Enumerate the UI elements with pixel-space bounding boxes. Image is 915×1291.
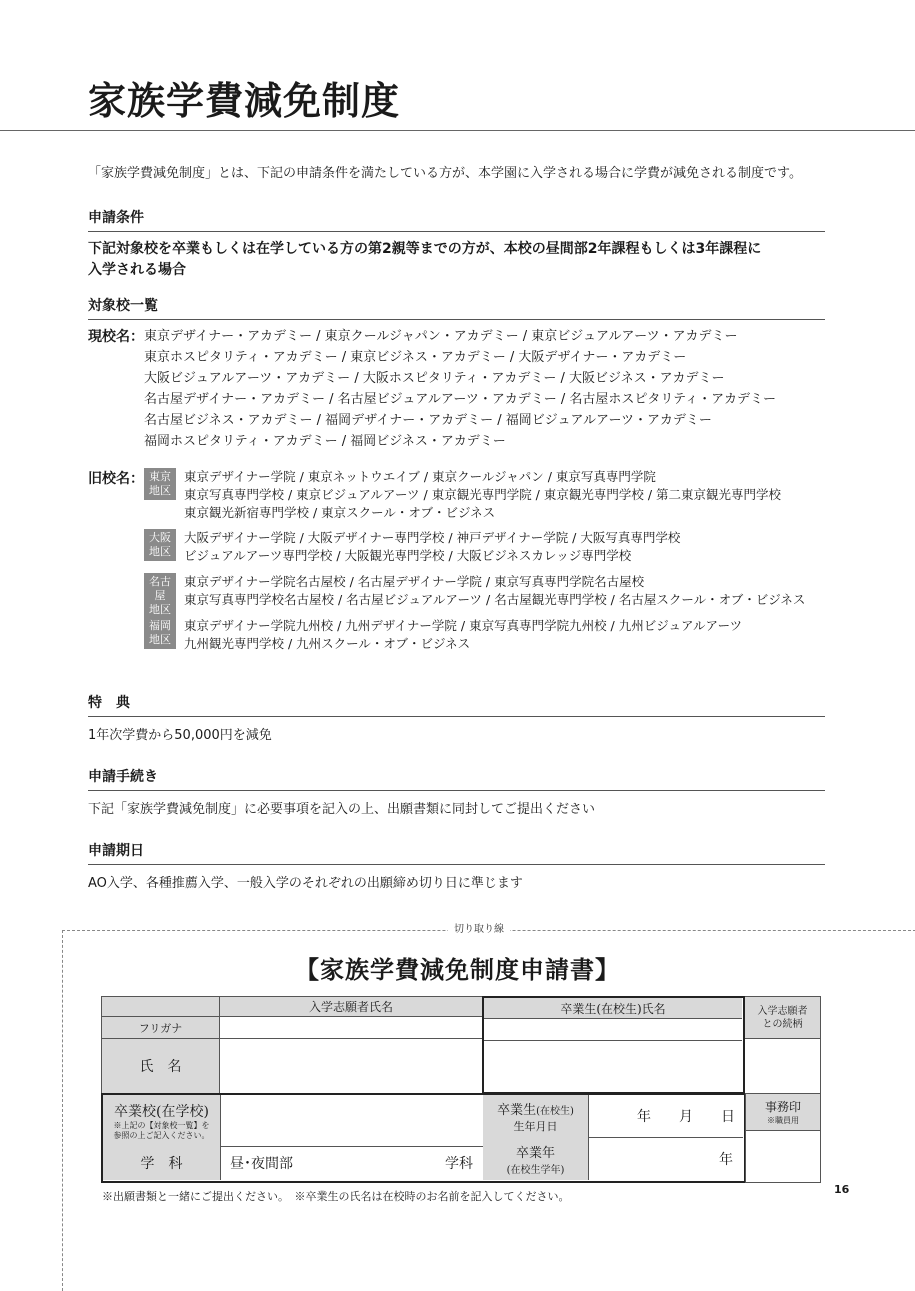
applicant-furigana-field[interactable]: [219, 1016, 483, 1039]
section-deadline: [88, 840, 825, 894]
section-heading: 申請手続き: [88, 766, 825, 791]
old-schools-label: 旧校名：: [88, 471, 144, 487]
form-title: 【家族学費減免制度申請書】: [295, 955, 620, 984]
current-school-line: 名古屋デザイナー・アカデミー / 名古屋ビジュアルアーツ・アカデミー / 名古屋ホスピタリティ・アカデミー: [144, 392, 776, 407]
graduate-year-field[interactable]: 年: [719, 1151, 733, 1168]
relation-field[interactable]: [744, 1038, 821, 1094]
old-school-line: ビジュアルアーツ専門学校 / 大阪観光専門学校 / 大阪ビジネスカレッジ専門学校: [184, 548, 632, 563]
graduate-name-field[interactable]: [484, 1040, 742, 1091]
school-label: 卒業校(在学校) ※上記の【対象校一覧】を 参照の上ご記入ください。: [103, 1095, 221, 1147]
section-heading: 対象校一覧: [88, 295, 825, 320]
section-body: 下記「家族学費減免制度」に必要事項を記入の上、出願書類に同封してご提出ください: [88, 802, 596, 817]
graduate-year-label: 卒業年 (在校生学年): [483, 1137, 589, 1180]
graduate-birth-label: 卒業生(在校生) 生年月日: [483, 1095, 589, 1138]
school-field[interactable]: [220, 1095, 484, 1147]
office-stamp-field: [745, 1130, 821, 1183]
relation-header: 入学志願者 との続柄: [744, 996, 821, 1039]
current-school-line: 福岡ホスピタリティ・アカデミー / 福岡ビジネス・アカデミー: [144, 434, 506, 449]
section-body: 1年次学費から50,000円を減免: [88, 728, 272, 743]
section-heading: 特 典: [88, 692, 825, 717]
current-schools-label: 現校名：: [88, 329, 144, 345]
section-benefit: [88, 692, 825, 746]
old-school-line: 東京デザイナー学院九州校 / 九州デザイナー学院 / 東京写真専門学院九州校 / 九州ビジュアルアーツ: [184, 618, 743, 633]
section-body: AO入学、各種推薦入学、一般入学のそれぞれの出願締め切り日に準じます: [88, 876, 523, 891]
form-blank-header: [101, 996, 220, 1017]
school-block: [101, 1093, 746, 1183]
region-badge: 名古屋 地区: [144, 573, 176, 619]
old-school-line: 東京観光新宿専門学校 / 東京スクール・オブ・ビジネス: [184, 505, 496, 520]
applicant-name-header: 入学志願者氏名: [219, 996, 483, 1017]
region-badge: 大阪 地区: [144, 529, 176, 561]
furigana-label: フリガナ: [101, 1016, 220, 1039]
condition-line-2: 入学される場合: [88, 262, 186, 278]
section-conditions: [88, 207, 825, 281]
title-rule: [0, 130, 915, 131]
graduate-furigana-field[interactable]: [484, 1018, 742, 1041]
current-school-line: 東京ホスピタリティ・アカデミー / 東京ビジネス・アカデミー / 大阪デザイナー・アカデミー: [144, 350, 687, 365]
page-number: 16: [834, 1183, 850, 1196]
dept-field[interactable]: 昼･夜間部 学科: [220, 1146, 484, 1180]
page-title: 家族学費減免制度: [88, 79, 401, 123]
graduate-name-block: [482, 996, 745, 1094]
old-school-line: 東京デザイナー学院 / 東京ネットウエイブ / 東京クールジャパン / 東京写真専門学院: [184, 469, 656, 484]
region-badge: 東京 地区: [144, 468, 176, 500]
name-label: 氏 名: [101, 1038, 220, 1094]
section-heading: 申請条件: [88, 207, 825, 232]
old-school-line: 東京写真専門学校名古屋校 / 名古屋ビジュアルアーツ / 名古屋観光専門学校 / 名古屋スクール・オブ・ビジネス: [184, 592, 806, 607]
old-school-line: 東京デザイナー学院名古屋校 / 名古屋デザイナー学院 / 東京写真専門学院名古屋校: [184, 574, 645, 589]
graduate-birth-field[interactable]: 年 月 日: [588, 1095, 743, 1138]
dept-label: 学 科: [103, 1146, 221, 1180]
applicant-name-field[interactable]: [219, 1038, 483, 1094]
intro-text: 「家族学費減免制度」とは、下記の申請条件を満たしている方が、本学園に入学される場合に学費が減免される制度です。: [88, 166, 802, 181]
region-badge: 福岡 地区: [144, 617, 176, 649]
current-school-line: 大阪ビジュアルアーツ・アカデミー / 大阪ホスピタリティ・アカデミー / 大阪ビジネス・アカデミー: [144, 371, 725, 386]
current-school-line: 東京デザイナー・アカデミー / 東京クールジャパン・アカデミー / 東京ビジュアルアーツ・アカデミー: [144, 329, 738, 344]
section-procedure: [88, 766, 825, 820]
cut-line-label: 切り取り線: [448, 920, 510, 935]
office-stamp-label: 事務印 ※職員用: [745, 1093, 821, 1131]
form-footnote: ※出願書類と一緒にご提出ください。 ※卒業生の氏名は在校時のお名前を記入してください。: [102, 1190, 570, 1203]
old-school-line: 東京写真専門学校 / 東京ビジュアルアーツ / 東京観光専門学院 / 東京観光専門学校 / 第二東京観光専門学校: [184, 487, 782, 502]
section-heading: 申請期日: [88, 840, 825, 865]
section-schools: [88, 295, 825, 320]
graduate-name-header: 卒業生(在校生)氏名: [484, 998, 742, 1019]
old-school-line: 九州観光専門学校 / 九州スクール・オブ・ビジネス: [184, 636, 471, 651]
condition-line-1: 下記対象校を卒業もしくは在学している方の第2親等までの方が、本校の昼間部2年課程もしくは3年課程に: [88, 241, 762, 257]
old-school-line: 大阪デザイナー学院 / 大阪デザイナー専門学校 / 神戸デザイナー学院 / 大阪写真専門学校: [184, 530, 681, 545]
current-school-line: 名古屋ビジネス・アカデミー / 福岡デザイナー・アカデミー / 福岡ビジュアルアーツ・アカデミー: [144, 413, 712, 428]
